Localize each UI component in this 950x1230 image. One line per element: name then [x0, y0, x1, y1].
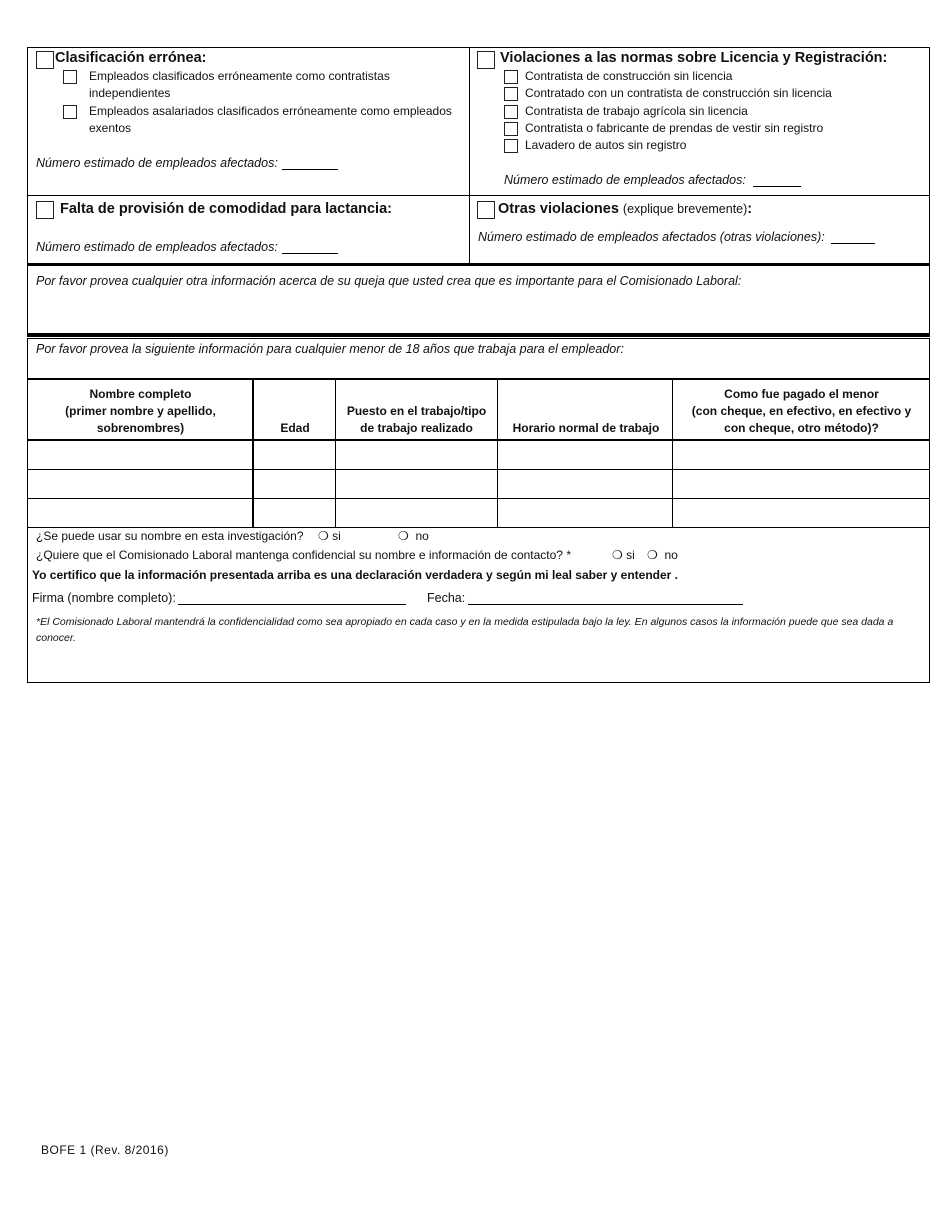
table-row[interactable] [28, 470, 929, 498]
confidential-no-radio[interactable]: ❍ no [647, 548, 678, 562]
license-estimate-label: Número estimado de empleados afectados: [504, 173, 746, 187]
confidential-yes-radio[interactable]: ❍ si [612, 548, 635, 562]
minors-prompt: Por favor provea la siguiente información para cualquier menor de 18 años que trabaja para el empleador: [36, 342, 624, 356]
form-id: BOFE 1 (Rev. 8/2016) [41, 1143, 169, 1157]
use-name-question: ¿Se puede usar su nombre en esta investigación? [36, 529, 304, 543]
lactation-estimate-field[interactable] [282, 240, 338, 254]
license-option-3: Contratista de trabajo agrícola sin licencia [525, 104, 748, 118]
confidentiality-footnote: *El Comisionado Laboral mantendrá la confidencialidad como sea apropiado en cada caso y en la medida estipulada bajo la ley. En algunos casos la información puede que sea dada a conocer. [36, 616, 894, 644]
table-row[interactable] [28, 441, 929, 469]
other-title-text: Otras violaciones [498, 201, 619, 217]
other-title-colon: : [747, 201, 753, 217]
license-option-1: Contratista de construcción sin licencia [525, 69, 733, 83]
confidential-yes-label: si [626, 548, 635, 562]
license-option-4: Contratista o fabricante de prendas de vestir sin registro [525, 121, 824, 135]
misclass-estimate-field[interactable] [282, 156, 338, 170]
misclass-option-1-cont: independientes [89, 86, 171, 100]
license-option-5-checkbox[interactable] [504, 139, 518, 153]
lactation-title: Falta de provisión de comodidad para lactancia: [60, 201, 392, 217]
misclassification-checkbox[interactable] [36, 51, 54, 69]
license-option-2-checkbox[interactable] [504, 87, 518, 101]
signature-field[interactable] [178, 591, 406, 605]
use-name-yes-radio[interactable]: ❍ si [318, 529, 341, 543]
confidential-no-label: no [664, 548, 678, 562]
signature-label: Firma (nombre completo): [32, 591, 176, 605]
date-field[interactable] [468, 591, 743, 605]
license-title: Violaciones a las normas sobre Licencia y Registración: [500, 50, 888, 66]
license-option-1-checkbox[interactable] [504, 70, 518, 84]
license-option-5: Lavadero de autos sin registro [525, 138, 687, 152]
misclass-option-2-cont: exentos [89, 121, 132, 135]
license-checkbox[interactable] [477, 51, 495, 69]
license-option-4-checkbox[interactable] [504, 122, 518, 136]
use-name-yes-label: si [332, 529, 341, 543]
other-estimate-field[interactable] [831, 230, 875, 244]
row-divider [27, 195, 930, 196]
misclass-contractors-checkbox[interactable] [63, 70, 77, 84]
row-3-border [27, 527, 930, 528]
lactation-estimate-label: Número estimado de empleados afectados: [36, 240, 278, 254]
column-divider [469, 47, 470, 264]
license-option-3-checkbox[interactable] [504, 105, 518, 119]
col-header-payment: Como fue pagado el menor (con cheque, en efectivo, en efectivo y con cheque, otro método)? [691, 387, 912, 435]
col-header-schedule: Horario normal de trabajo [512, 421, 660, 435]
use-name-no-radio[interactable]: ❍ no [398, 529, 429, 543]
misclass-option-1: Empleados clasificados erróneamente como contratistas [89, 69, 390, 83]
certification-statement: Yo certifico que la información presentada arriba es una declaración verdadera y según mi leal saber y entender . [32, 568, 679, 582]
col-header-age: Edad [280, 421, 310, 435]
col-header-job: Puesto en el trabajo/tipo de trabajo realizado [346, 404, 487, 435]
table-row[interactable] [28, 499, 929, 527]
other-violations-title [498, 201, 752, 217]
other-estimate-label: Número estimado de empleados afectados (otras violaciones): [478, 230, 825, 244]
license-option-2: Contratado con un contratista de construcción sin licencia [525, 86, 832, 100]
date-label: Fecha: [427, 591, 466, 605]
misclassification-title: Clasificación errónea: [55, 50, 207, 66]
additional-info-prompt: Por favor provea cualquier otra información acerca de su queja que usted crea que es importante para el Comisionado Laboral: [36, 274, 742, 288]
thick-divider-2 [27, 333, 930, 337]
other-violations-checkbox[interactable] [477, 201, 495, 219]
lactation-checkbox[interactable] [36, 201, 54, 219]
confidential-question: ¿Quiere que el Comisionado Laboral mantenga confidencial su nombre e información de contacto? * [36, 548, 571, 562]
misclass-option-2: Empleados asalariados clasificados erróneamente como empleados [89, 104, 452, 118]
other-title-note: (explique brevemente) [622, 202, 748, 216]
table-top-border [27, 378, 930, 380]
misclass-estimate-label: Número estimado de empleados afectados: [36, 156, 278, 170]
license-estimate-field[interactable] [753, 173, 801, 187]
misclass-exempt-checkbox[interactable] [63, 105, 77, 119]
col-header-name: Nombre completo (primer nombre y apellido, sobrenombres) [65, 387, 216, 435]
use-name-no-label: no [415, 529, 429, 543]
